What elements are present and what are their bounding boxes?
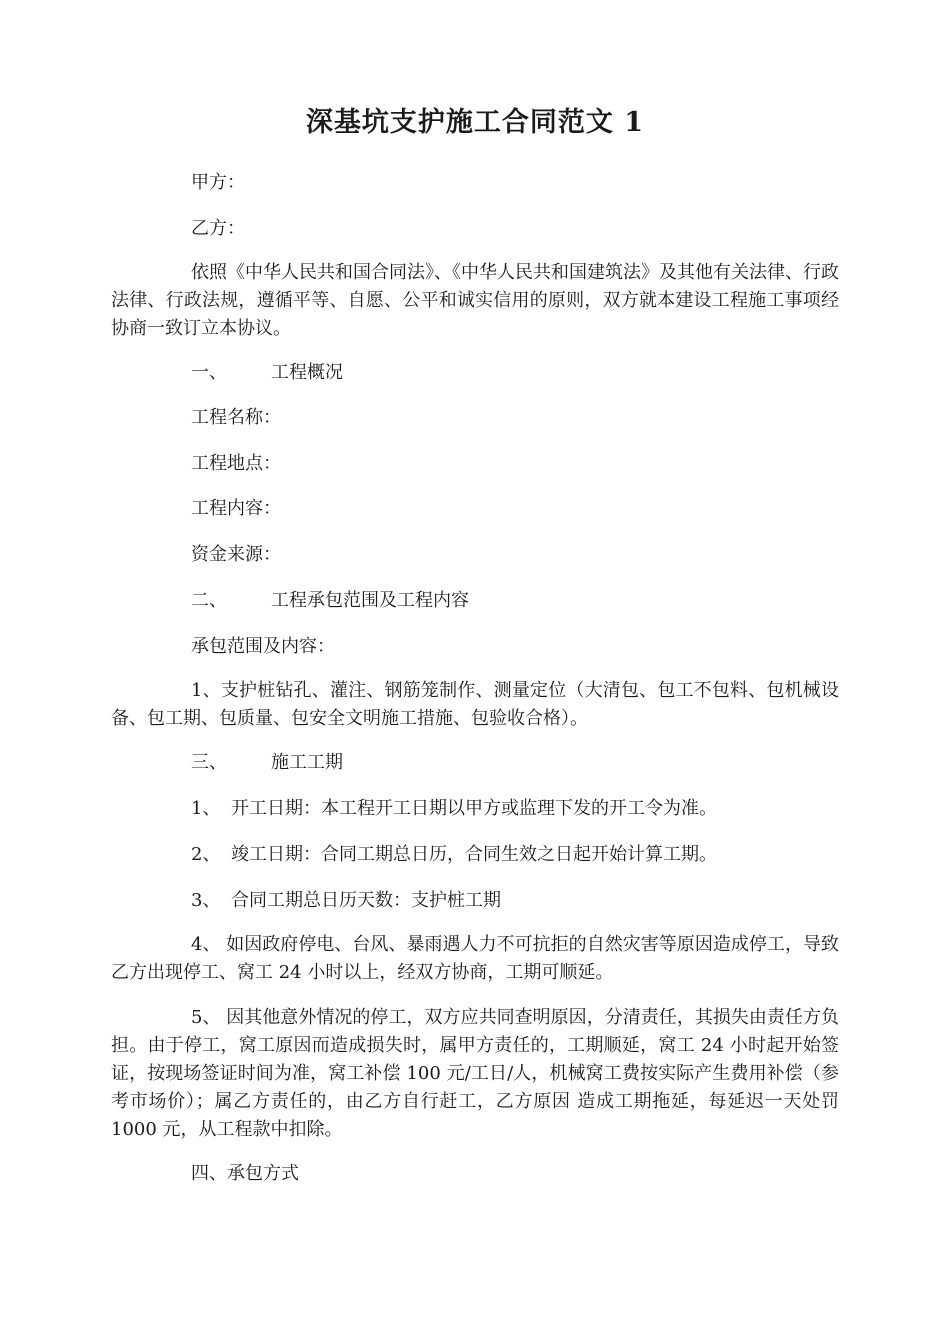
- section-3-heading: [191, 752, 343, 774]
- section-2-title: 工程承包范围及工程内容: [271, 590, 469, 611]
- section-2-number: 二、: [191, 590, 227, 611]
- section-1-title: 工程概况: [271, 362, 343, 383]
- period-item-1: [191, 798, 717, 820]
- period-item-2: [191, 844, 717, 866]
- scope-item-1: 1、支护桩钻孔、灌注、钢筋笼制作、测量定位（大清包、包工不包料、包机械设备、包工期、包质量、包安全文明施工措施、包验收合格）。: [111, 680, 839, 729]
- funding-source-label: 资金来源：: [191, 544, 281, 565]
- period-item-1-number: 1、: [191, 798, 221, 819]
- project-name-label: 工程名称：: [191, 407, 281, 428]
- section-2-heading: [191, 590, 469, 612]
- period-item-2-number: 2、: [191, 844, 221, 865]
- period-item-3: [191, 890, 501, 912]
- intro-paragraph: 依照《中华人民共和国合同法》、《中华人民共和国建筑法》及其他有关法律、行政法律、行政法规，遵循平等、自愿、公平和诚实信用的原则，双方就本建设工程施工事项经协商一致订立本协议。: [111, 262, 839, 339]
- period-item-3-number: 3、: [191, 890, 221, 911]
- section-1-heading: [191, 362, 343, 384]
- period-item-1-text: 开工日期：本工程开工日期以甲方或监理下发的开工令为准。: [231, 798, 717, 819]
- section-4-heading: 四、承包方式: [191, 1163, 299, 1184]
- party-a-label: 甲方：: [191, 172, 245, 193]
- scope-label: 承包范围及内容：: [191, 636, 335, 657]
- project-content-label: 工程内容：: [191, 498, 281, 519]
- period-item-4: 4、 如因政府停电、台风、暴雨遇人力不可抗拒的自然灾害等原因造成停工，导致乙方出现停工、窝工 24 小时以上，经双方协商，工期可顺延。: [111, 934, 839, 983]
- party-b-label: 乙方：: [191, 218, 245, 239]
- period-item-2-text: 竣工日期：合同工期总日历，合同生效之日起开始计算工期。: [231, 844, 717, 865]
- section-3-title: 施工工期: [271, 752, 343, 773]
- section-1-number: 一、: [191, 362, 227, 383]
- section-3-number: 三、: [191, 752, 227, 773]
- period-item-5: 5、 因其他意外情况的停工，双方应共同查明原因，分清责任，其损失由责任方负担。由于停工，窝工原因而造成损失时，属甲方责任的，工期顺延，窝工 24 小时起开始签证，按现场签证时间为准，窝工补偿 100 元/工日/人，机械窝工费按实际产生费用补偿（参考市场价）；属乙方责任的，由乙方自行赶工，乙方原因 造成工期拖延，每延迟一天处罚 1000 元，从工程款中扣除。: [111, 1007, 839, 1140]
- period-item-3-text: 合同工期总日历天数：支护桩工期: [231, 890, 501, 911]
- document-title: 深基坑支护施工合同范文 1: [305, 107, 645, 138]
- project-location-label: 工程地点：: [191, 453, 281, 474]
